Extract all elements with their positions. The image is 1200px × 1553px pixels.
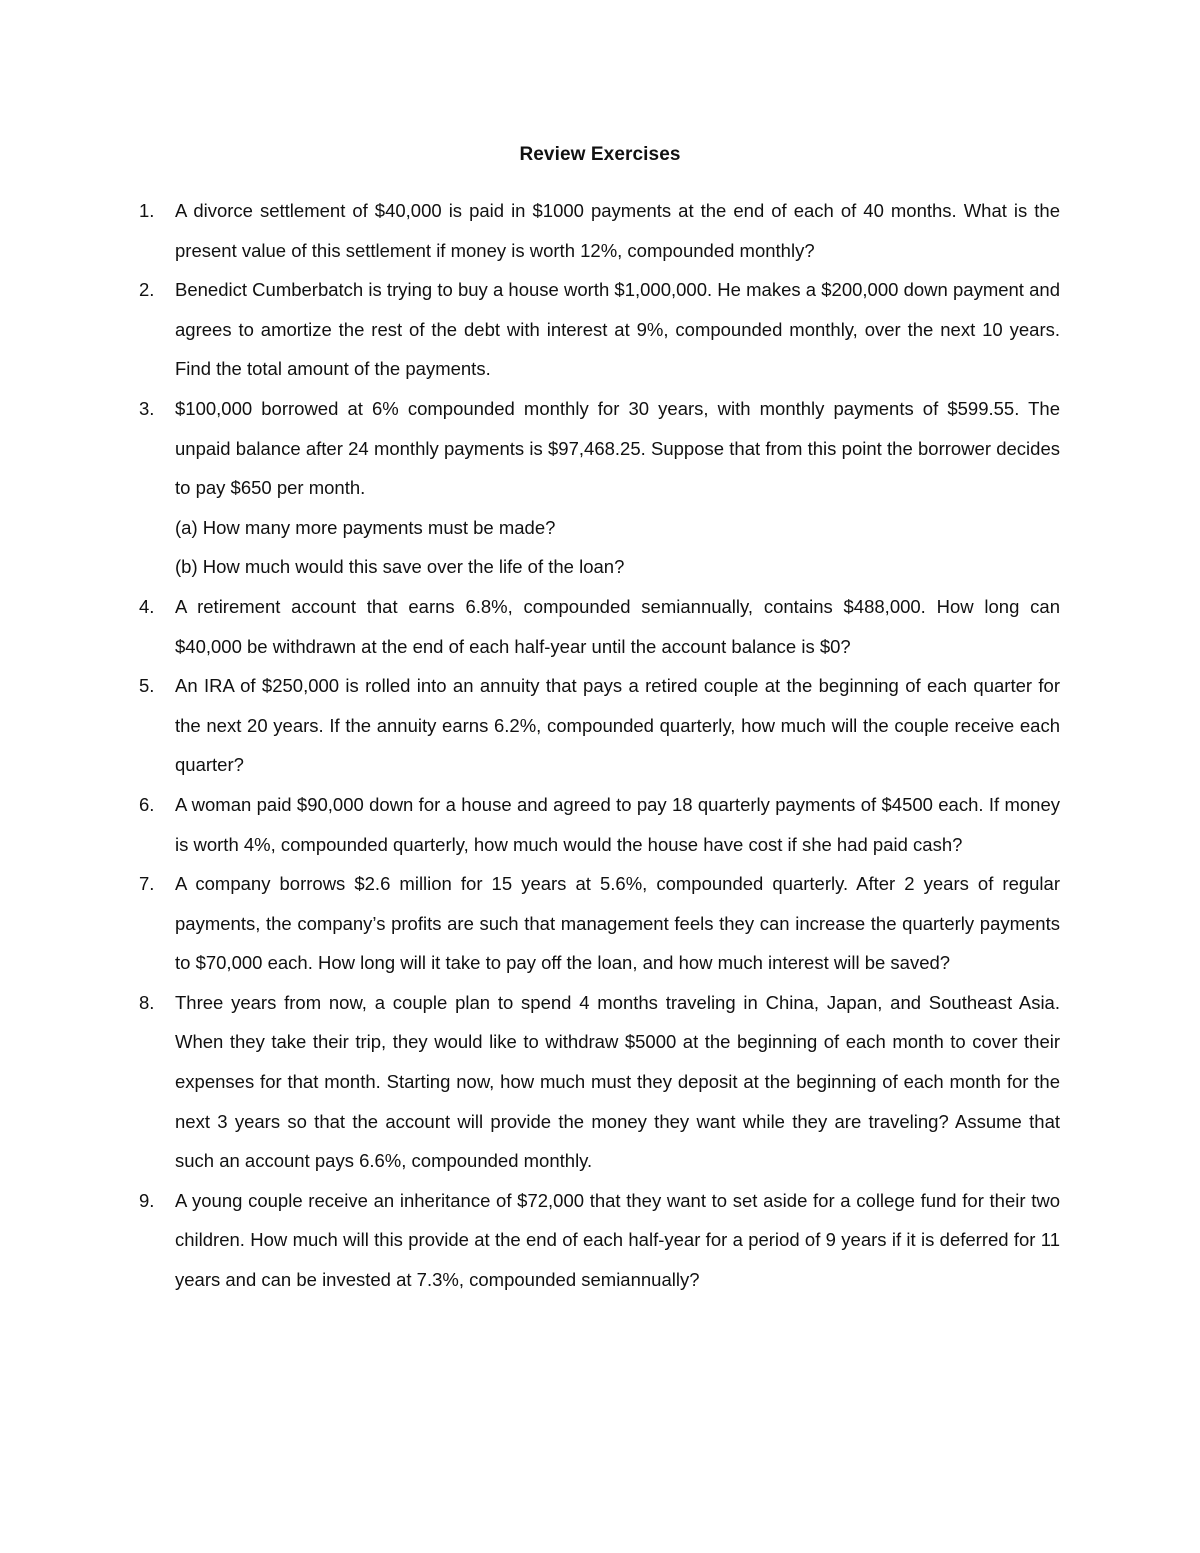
exercise-number: 4.: [139, 595, 155, 617]
exercise-item-2: [139, 270, 1060, 389]
exercise-item-7: [139, 864, 1060, 983]
exercise-text: A young couple receive an inheritance of $72,000 that they want to set aside for a college fund for their two children. How much will this provide at the end of each half-year for a period of 9 years if it is deferred for 11 years and can be invested at 7.3%, compounded semiannually?: [175, 1189, 1060, 1291]
exercise-item-8: [139, 983, 1060, 1181]
exercise-number: 8.: [139, 991, 155, 1013]
exercise-item-1: [139, 191, 1060, 270]
exercise-text: A divorce settlement of $40,000 is paid in $1000 payments at the end of each of 40 months. What is the present value of this settlement if money is worth 12%, compounded monthly?: [175, 200, 1060, 261]
exercise-number: 5.: [139, 675, 155, 697]
exercise-item-9: [139, 1181, 1060, 1300]
exercise-item-5: [139, 666, 1060, 785]
exercise-text: A woman paid $90,000 down for a house and agreed to pay 18 quarterly payments of $4500 each. If money is worth 4%, compounded quarterly, how much would the house have cost if she had paid cash?: [175, 793, 1060, 855]
exercise-list: [139, 191, 1060, 1300]
exercise-item-6: [139, 785, 1060, 864]
exercise-text: An IRA of $250,000 is rolled into an annuity that pays a retired couple at the beginning of each quarter for the next 20 years. If the annuity earns 6.2%, compounded quarterly, how much will the couple receive each quarter?: [175, 675, 1060, 776]
exercise-number: 3.: [139, 397, 155, 419]
exercise-item-3: [139, 389, 1060, 587]
exercise-item-4: [139, 587, 1060, 666]
page-title: Review Exercises: [519, 144, 681, 165]
exercise-text: A retirement account that earns 6.8%, compounded semiannually, contains $488,000. How long can $40,000 be withdrawn at the end of each half-year until the account balance is $0?: [175, 595, 1060, 657]
exercise-number: 6.: [139, 793, 155, 815]
exercise-part-a: (a) How many more payments must be made?: [175, 516, 556, 538]
exercise-number: 9.: [139, 1189, 155, 1211]
exercise-number: 1.: [139, 200, 155, 221]
exercise-number: 2.: [139, 279, 155, 301]
exercise-part-b: (b) How much would this save over the life of the loan?: [175, 556, 625, 578]
exercise-text: Benedict Cumberbatch is trying to buy a house worth $1,000,000. He makes a $200,000 down payment and agrees to amortize the rest of the debt with interest at 9%, compounded monthly, over the next 10 years. Find the total amount of the payments.: [175, 279, 1060, 380]
exercise-number: 7.: [139, 873, 155, 895]
exercise-text: A company borrows $2.6 million for 15 years at 5.6%, compounded quarterly. After 2 years of regular payments, the company’s profits are such that management feels they can increase the quarterly payments to $70,000 each. How long will it take to pay off the loan, and how much interest will be saved?: [175, 873, 1060, 974]
exercise-text: Three years from now, a couple plan to spend 4 months traveling in China, Japan, and Southeast Asia. When they take their trip, they would like to withdraw $5000 at the beginning of each month to cover their expenses for that month. Starting now, how much must they deposit at the beginning of each month for the next 3 years so that the account will provide the money they want while they are traveling? Assume that such an account pays 6.6%, compounded monthly.: [175, 991, 1060, 1172]
exercise-text: $100,000 borrowed at 6% compounded monthly for 30 years, with monthly payments of $599.55. The unpaid balance after 24 monthly payments is $97,468.25. Suppose that from this point the borrower decides to pay $650 per month.: [175, 397, 1060, 499]
